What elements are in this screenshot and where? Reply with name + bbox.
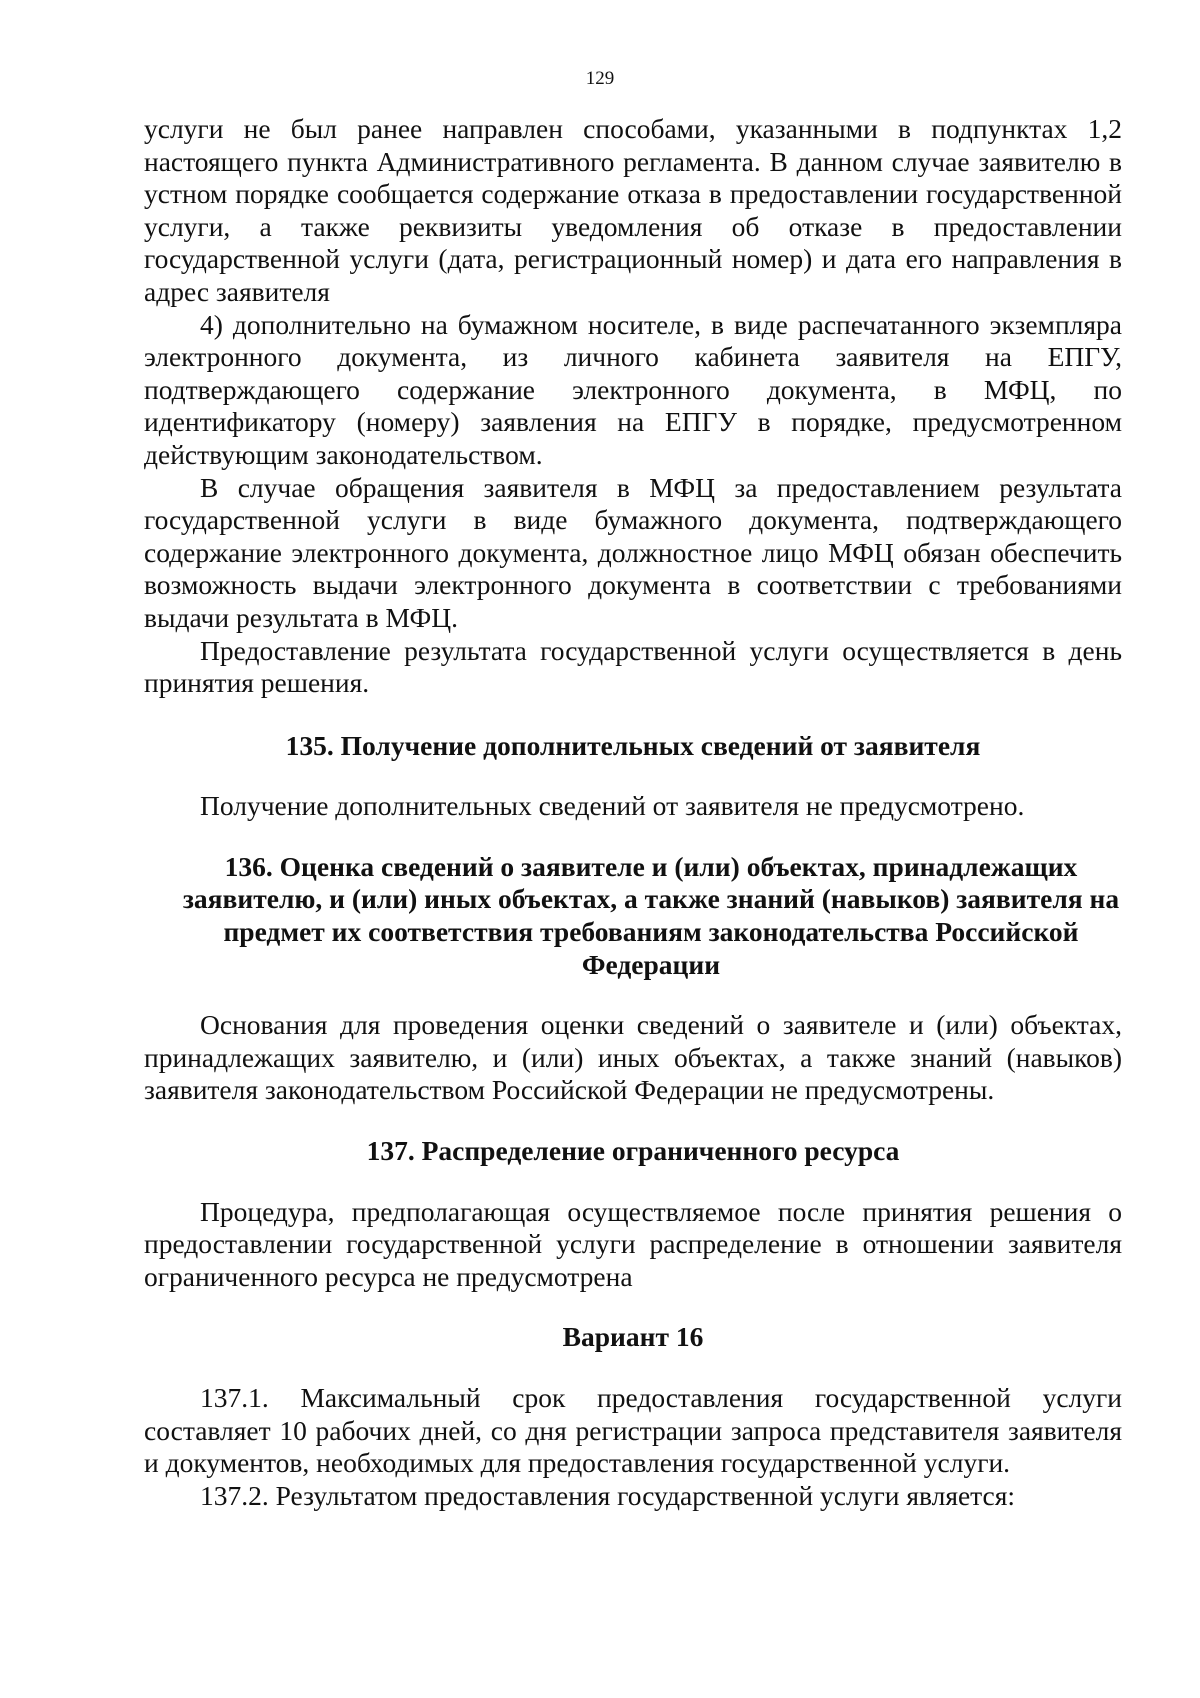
paragraph-mfc: В случае обращения заявителя в МФЦ за предоставлением результата государственной услуги в виде бумажного документа, подтверждающего содержание электронного документа, должностное лицо МФЦ обязан обеспечить возможность выдачи электронного документа в соответствии с требованиями выдачи результата в МФЦ. <box>144 471 1122 633</box>
page-number: 129 <box>585 68 615 89</box>
section-137-text: Процедура, предполагающая осуществляемое после принятия решения о предоставлении государственной услуги распределение в отношении заявителя ограниченного ресурса не предусмотрена <box>144 1195 1122 1292</box>
paragraph-item-4: 4) дополнительно на бумажном носителе, в виде распечатанного экземпляра электронного документа, из личного кабинета заявителя на ЕПГУ, подтверждающего содержание электронного документа, в МФЦ, по идентификатору (номеру) заявления на ЕПГУ в порядке, предусмотренном действующим законодательством. <box>144 308 1122 470</box>
variant-heading: Вариант 16 <box>562 1321 704 1353</box>
variant-paragraph-2: 137.2. Результатом предоставления государственной услуги является: <box>200 1479 1016 1511</box>
section-136-heading: 136. Оценка сведений о заявителе и (или) объектах, принадлежащих заявителю, и (или) иных объектах, а также знаний (навыков) заявителя на предмет их соответствия требованиям законодательства Российской Федерации <box>182 850 1120 980</box>
section-136-text: Основания для проведения оценки сведений о заявителе и (или) объектах, принадлежащих заявителю, и (или) иных объектах, а также знаний (навыков) заявителя законодательством Российской Федерации не предусмотрены. <box>144 1009 1122 1106</box>
paragraph-continuation: услуги не был ранее направлен способами, указанными в подпунктах 1,2 настоящего пункта Административного регламента. В данном случае заявителю в устном порядке сообщается содержание отказа в предоставлении государственной услуги, а также реквизиты уведомления об отказе в предоставлении государственной услуги (дата, регистрационный номер) и дата его направления в адрес заявителя <box>144 113 1122 307</box>
section-137-heading: 137. Распределение ограниченного ресурса <box>366 1135 900 1167</box>
variant-paragraph-1: 137.1. Максимальный срок предоставления государственной услуги составляет 10 рабочих дней, со дня регистрации запроса представителя заявителя и документов, необходимых для предоставления государственной услуги. <box>144 1382 1122 1479</box>
paragraph-result-day: Предоставление результата государственной услуги осуществляется в день принятия решения. <box>144 634 1122 699</box>
section-135-text: Получение дополнительных сведений от заявителя не предусмотрено. <box>200 790 1025 822</box>
document-body <box>144 113 1122 1512</box>
section-135-heading: 135. Получение дополнительных сведений от заявителя <box>285 729 981 761</box>
